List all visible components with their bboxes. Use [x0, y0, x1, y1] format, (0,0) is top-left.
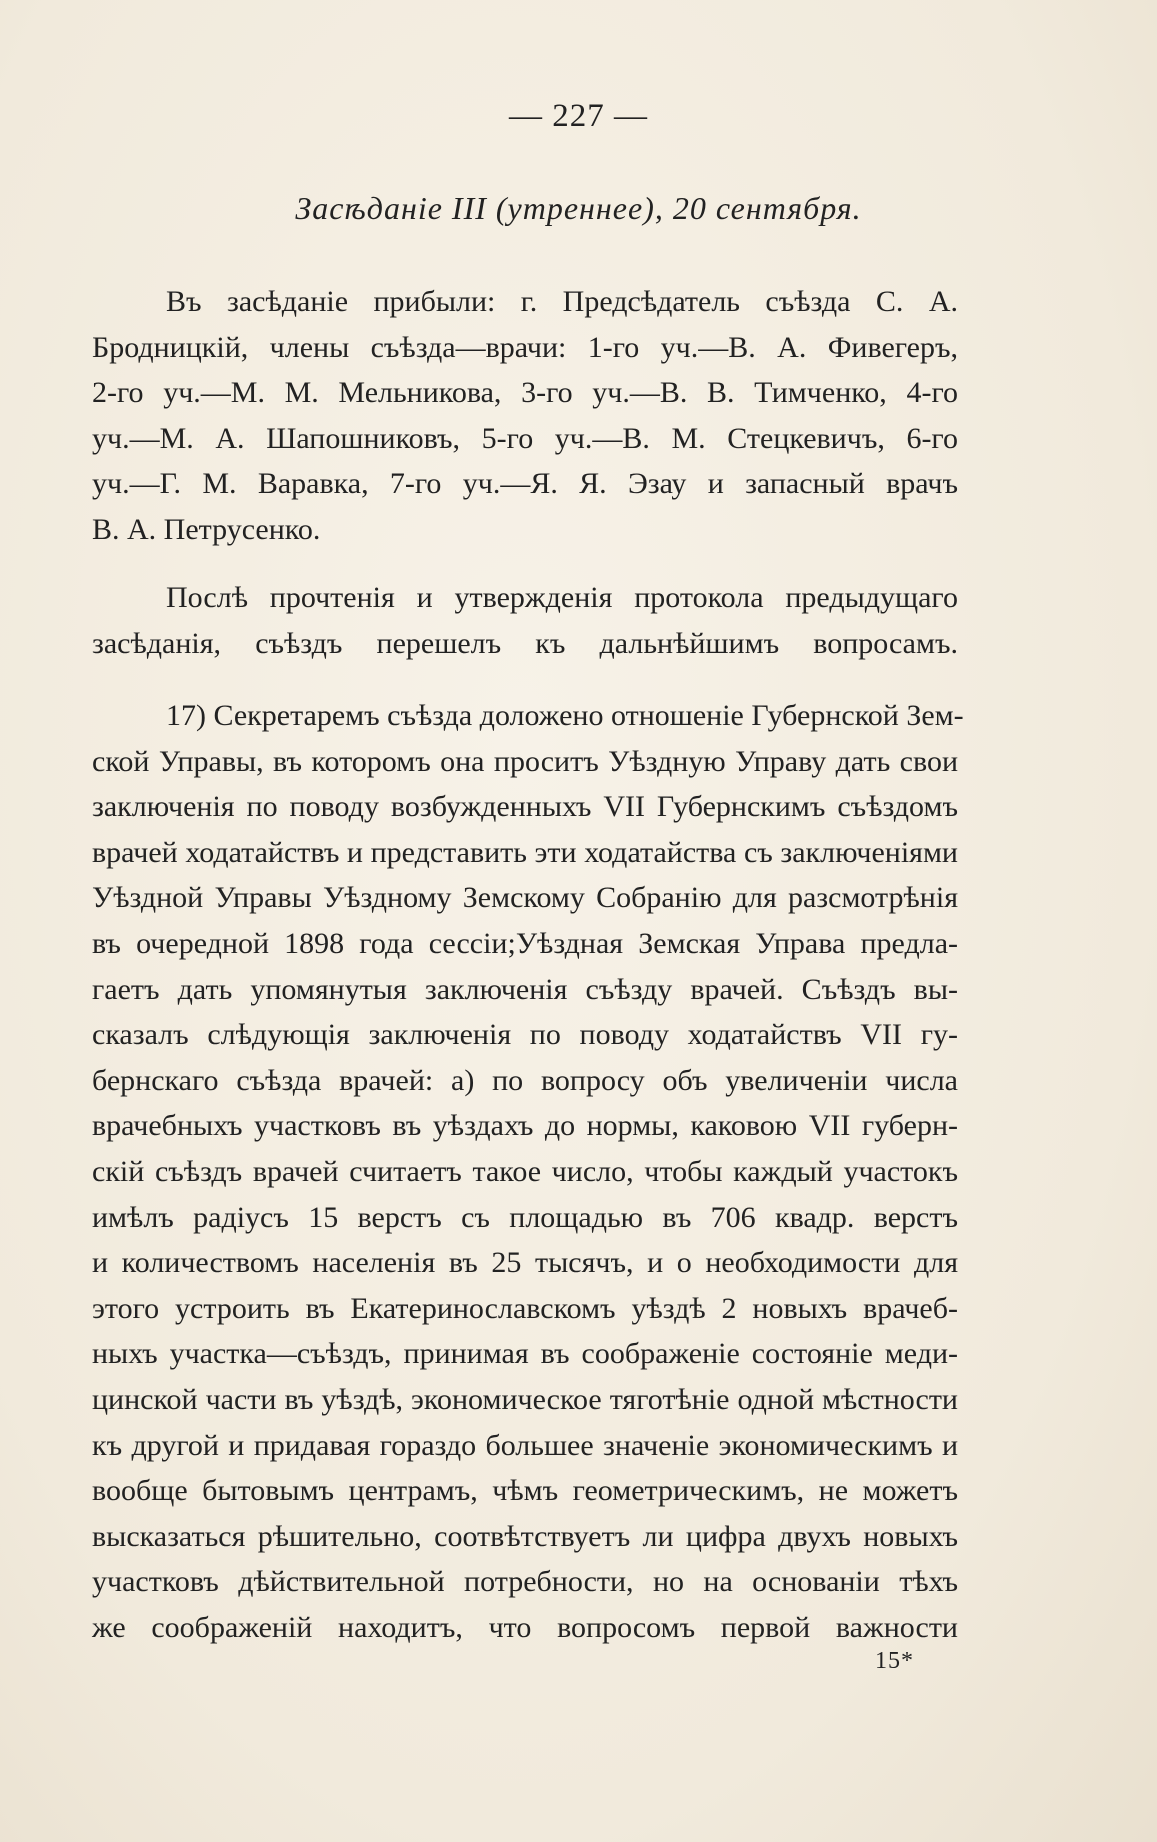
text-line: же соображеній находитъ, что вопросомъ первой важности [92, 1610, 958, 1644]
text-line: уч.—Г. М. Варавка, 7-го уч.—Я. Я. Эзау и запасный врачъ [92, 467, 958, 500]
text-line: врачей ходатайствъ и представить эти ходатайства съ заключеніями [92, 835, 958, 869]
paragraph-attendees [92, 279, 958, 552]
text-line: вообще бытовымъ центрамъ, чѣмъ геометрическимъ, не можетъ [92, 1474, 958, 1508]
text-line: Въ засѣданіе прибыли: г. Предсѣдатель съѣзда С. А. [166, 285, 958, 318]
text-line: Послѣ прочтенія и утвержденія протокола предыдущаго [166, 581, 958, 614]
text-line: В. А. Петрусенко. [92, 512, 321, 546]
text-line: ской Управы, въ которомъ она проситъ Уѣздную Управу дать свои [92, 744, 958, 778]
text-line: заключенія по поводу возбужденныхъ VII Губернскимъ съѣздомъ [92, 790, 958, 824]
text-line: скій съѣздъ врачей считаетъ такое число, чтобы каждый участокъ [92, 1154, 958, 1188]
text-line: уч.—М. А. Шапошниковъ, 5-го уч.—В. М. Стецкевичъ, 6-го [92, 421, 958, 455]
text-line: 17) Секретаремъ съѣзда доложено отношеніе Губернской Зем- [166, 699, 964, 732]
text-line: сказалъ слѣдующія заключенія по поводу ходатайствъ VII гу- [92, 1018, 958, 1052]
text-line: имѣлъ радіусъ 15 верстъ съ площадью въ 706 квадр. верстъ [92, 1200, 958, 1234]
paragraph-protocol [92, 575, 958, 666]
text-line: къ другой и придавая гораздо большее значеніе экономическимъ и [92, 1428, 958, 1462]
text-line: участковъ дѣйствительной потребности, но на основаніи тѣхъ [92, 1565, 958, 1599]
text-line: 2-го уч.—М. М. Мельникова, 3-го уч.—В. В. Тимченко, 4-го [92, 376, 958, 409]
session-heading: Засѣданіе III (утреннее), 20 сентября. [295, 190, 862, 226]
text-line: въ очередной 1898 года сессіи;Уѣздная Земская Управа предла- [92, 926, 958, 960]
text-line: Уѣздной Управы Уѣздному Земскому Собранію для разсмотрѣнія [92, 881, 958, 915]
text-line: ныхъ участка—съѣздъ, принимая въ соображеніе состояніе меди- [92, 1337, 958, 1371]
text-line: этого устроить въ Екатеринославскомъ уѣздѣ 2 новыхъ врачеб- [92, 1291, 958, 1325]
page-number: — 227 — [509, 98, 648, 134]
text-line: цинской части въ уѣздѣ, экономическое тяготѣніе одной мѣстности [92, 1382, 958, 1416]
text-line: гаетъ дать упомянутыя заключенія съѣзду врачей. Съѣздъ вы- [92, 972, 958, 1006]
text-line: врачебныхъ участковъ въ уѣздахъ до нормы, каковою VII губерн- [92, 1109, 958, 1143]
text-line: высказаться рѣшительно, соотвѣтствуетъ ли цифра двухъ новыхъ [92, 1519, 958, 1553]
signature-mark: 15* [875, 1648, 914, 1674]
paragraph-item-17 [92, 693, 964, 1650]
text-line: Бродницкій, члены съѣзда—врачи: 1-го уч.—В. А. Фивегеръ, [92, 330, 958, 364]
text-line: бернскаго съѣзда врачей: а) по вопросу объ увеличеніи числа [92, 1063, 958, 1097]
text-line: и количествомъ населенія въ 25 тысячъ, и о необходимости для [92, 1246, 958, 1280]
text-line: засѣданія, съѣздъ перешелъ къ дальнѣйшимъ вопросамъ. [92, 626, 958, 660]
